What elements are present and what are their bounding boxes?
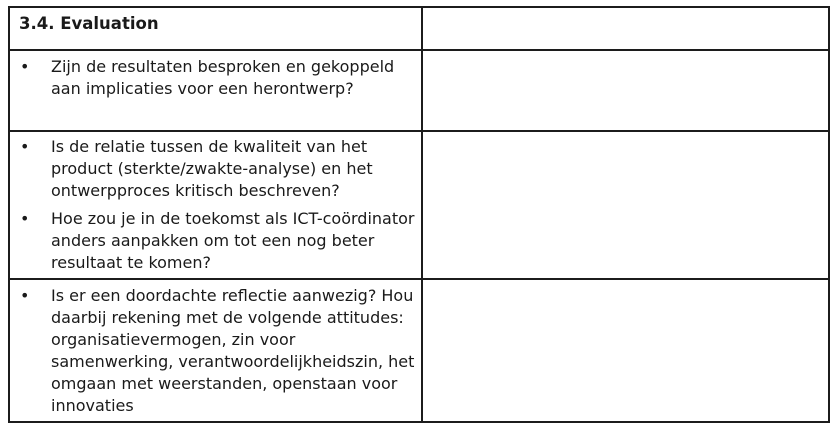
evaluation-table [8, 6, 830, 423]
question-cell [9, 279, 422, 422]
question-list [10, 51, 421, 100]
list-item [10, 56, 415, 100]
bullet-icon: • [20, 57, 30, 76]
question-cell [9, 50, 422, 131]
bullet-icon: • [20, 286, 30, 305]
bullet-icon: • [20, 137, 30, 156]
section-title-cell [9, 7, 422, 50]
answer-cell[interactable] [422, 50, 829, 131]
question-text: Is er een doordachte reflectie aanwezig? Hou daarbij rekening met de volgende attitudes: organisatievermogen, zin voor samenwerking, verantwoordelijkheidszin, het omgaan met weerstanden, openstaan voor innovaties [51, 286, 415, 415]
answer-cell[interactable] [422, 279, 829, 422]
question-list [10, 132, 421, 274]
table-row [9, 131, 829, 279]
section-title: 3.4. Evaluation [19, 14, 159, 33]
question-text: Hoe zou je in de toekomst als ICT-coördinator anders aanpakken om tot een nog beter resultaat te komen? [51, 209, 415, 272]
answer-cell-header[interactable] [422, 7, 829, 50]
table-row [9, 50, 829, 131]
question-text: Is de relatie tussen de kwaliteit van het product (sterkte/zwakte-analyse) en het ontwerpproces kritisch beschreven? [51, 137, 373, 200]
table-row [9, 279, 829, 422]
question-cell [9, 131, 422, 279]
list-item [10, 285, 415, 417]
list-item [10, 208, 415, 274]
question-list [10, 280, 421, 417]
question-text: Zijn de resultaten besproken en gekoppeld aan implicaties voor een herontwerp? [51, 57, 395, 98]
list-item [10, 136, 415, 202]
header-row [9, 7, 829, 50]
answer-cell[interactable] [422, 131, 829, 279]
bullet-icon: • [20, 209, 30, 228]
